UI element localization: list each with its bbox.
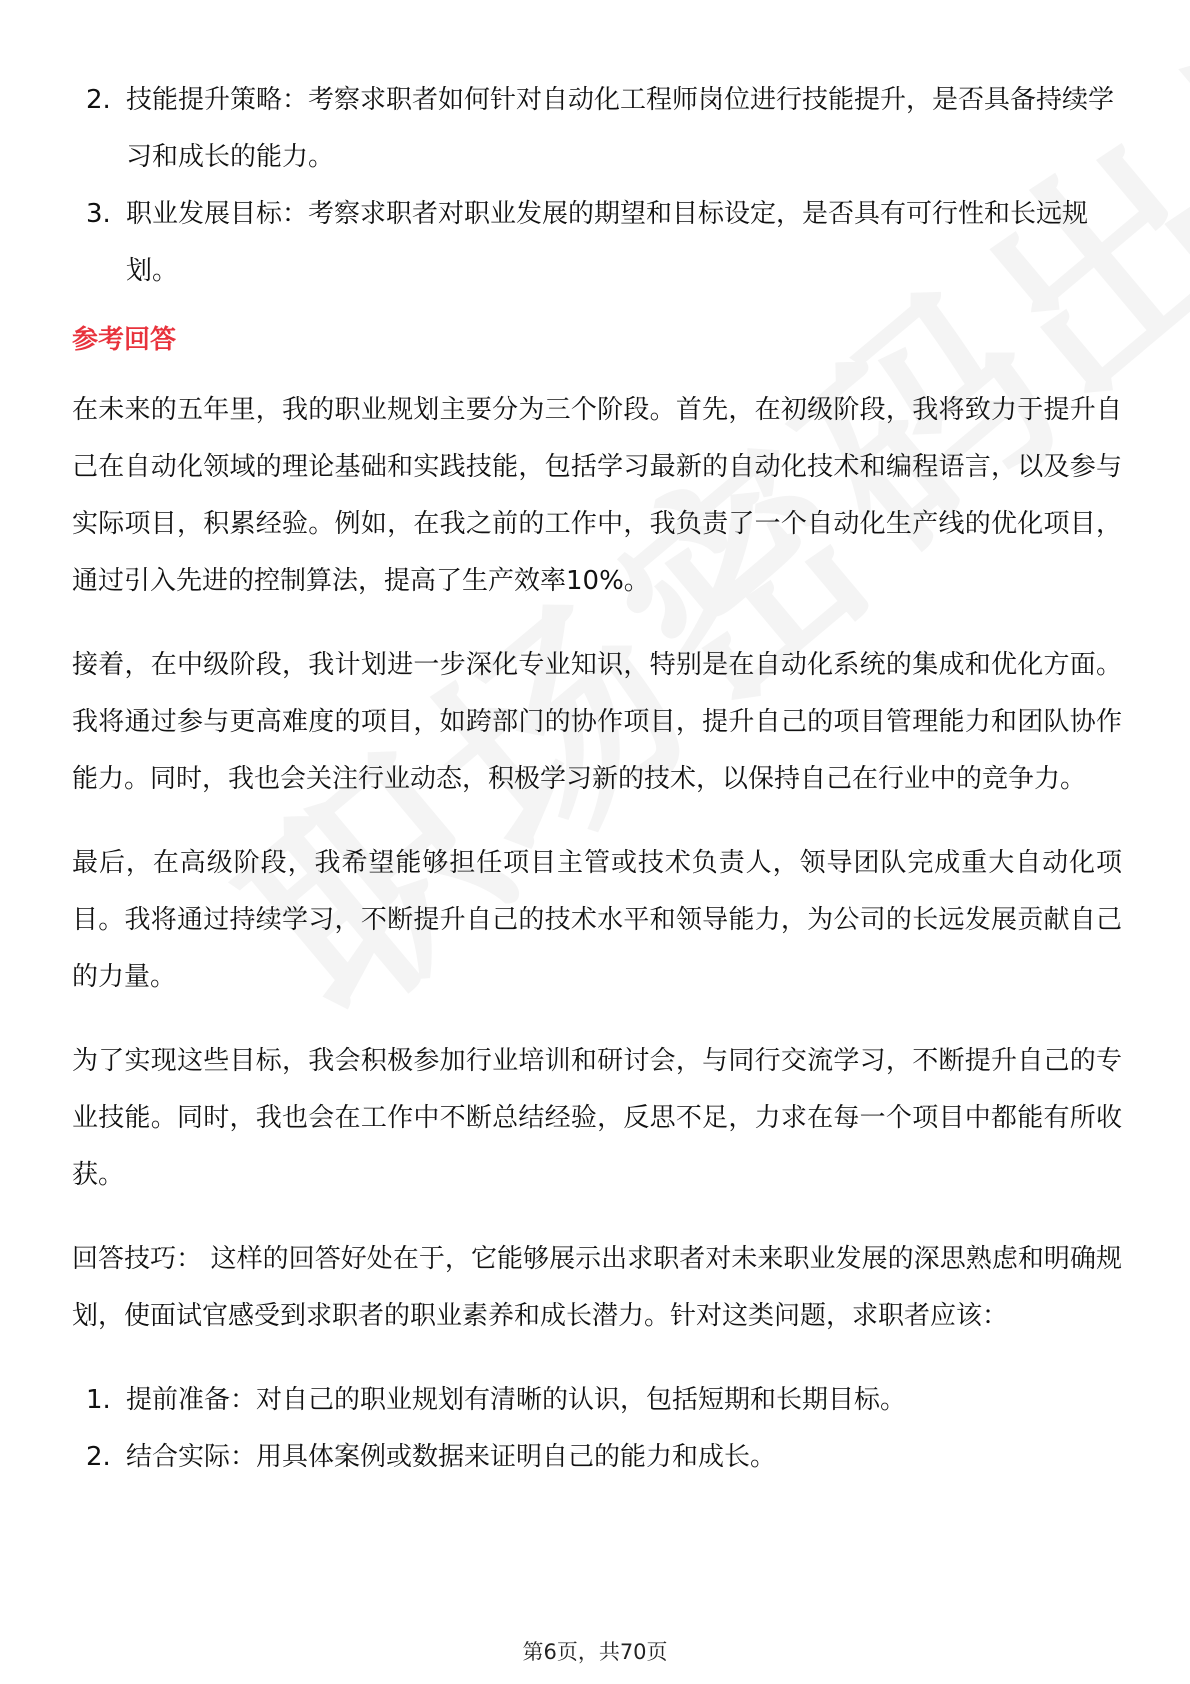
list-item-text: 提前准备：对自己的职业规划有清晰的认识，包括短期和长期目标。 bbox=[126, 1385, 907, 1415]
list-item bbox=[72, 1372, 1122, 1429]
list-item-number: 1. bbox=[86, 1385, 111, 1415]
page-footer: 第6页，共70页 bbox=[522, 1640, 668, 1664]
list-item-number: 3. bbox=[86, 199, 111, 229]
list-item bbox=[72, 186, 1122, 300]
list-item bbox=[72, 72, 1122, 186]
list-item-text: 职业发展目标：考察求职者对职业发展的期望和目标设定，是否具有可行性和长远规划。 bbox=[126, 199, 1089, 286]
section-heading: 参考回答 bbox=[72, 325, 177, 355]
answer-tips-paragraph: 回答技巧： 这样的回答好处在于，它能够展示出求职者对未来职业发展的深思熟虑和明确规划，使面试官感受到求职者的职业素养和成长潜力。针对这类问题，求职者应该： bbox=[72, 1244, 1122, 1331]
answer-paragraph-2: 接着，在中级阶段，我计划进一步深化专业知识，特别是在自动化系统的集成和优化方面。我将通过参与更高难度的项目，如跨部门的协作项目，提升自己的项目管理能力和团队协作能力。同时，我也会关注行业动态，积极学习新的技术，以保持自己在行业中的竞争力。 bbox=[72, 650, 1122, 794]
evaluation-points-list bbox=[72, 72, 1122, 300]
list-item bbox=[72, 1429, 1122, 1486]
list-item-number: 2. bbox=[86, 85, 111, 115]
list-item-text: 结合实际：用具体案例或数据来证明自己的能力和成长。 bbox=[126, 1442, 777, 1472]
list-item-number: 2. bbox=[86, 1442, 111, 1472]
tips-list bbox=[72, 1372, 1122, 1486]
answer-paragraph-4: 为了实现这些目标，我会积极参加行业培训和研讨会，与同行交流学习，不断提升自己的专业技能。同时，我也会在工作中不断总结经验，反思不足，力求在每一个项目中都能有所收获。 bbox=[72, 1046, 1122, 1190]
list-item-text: 技能提升策略：考察求职者如何针对自动化工程师岗位进行技能提升，是否具备持续学习和成长的能力。 bbox=[126, 85, 1115, 172]
page-content bbox=[72, 72, 1122, 1486]
answer-paragraph-1: 在未来的五年里，我的职业规划主要分为三个阶段。首先，在初级阶段，我将致力于提升自己在自动化领域的理论基础和实践技能，包括学习最新的自动化技术和编程语言，以及参与实际项目，积累经验。例如，在我之前的工作中，我负责了一个自动化生产线的优化项目，通过引入先进的控制算法，提高了生产效率10%。 bbox=[72, 395, 1122, 596]
answer-paragraph-3: 最后，在高级阶段，我希望能够担任项目主管或技术负责人，领导团队完成重大自动化项目。我将通过持续学习，不断提升自己的技术水平和领导能力，为公司的长远发展贡献自己的力量。 bbox=[72, 848, 1122, 992]
